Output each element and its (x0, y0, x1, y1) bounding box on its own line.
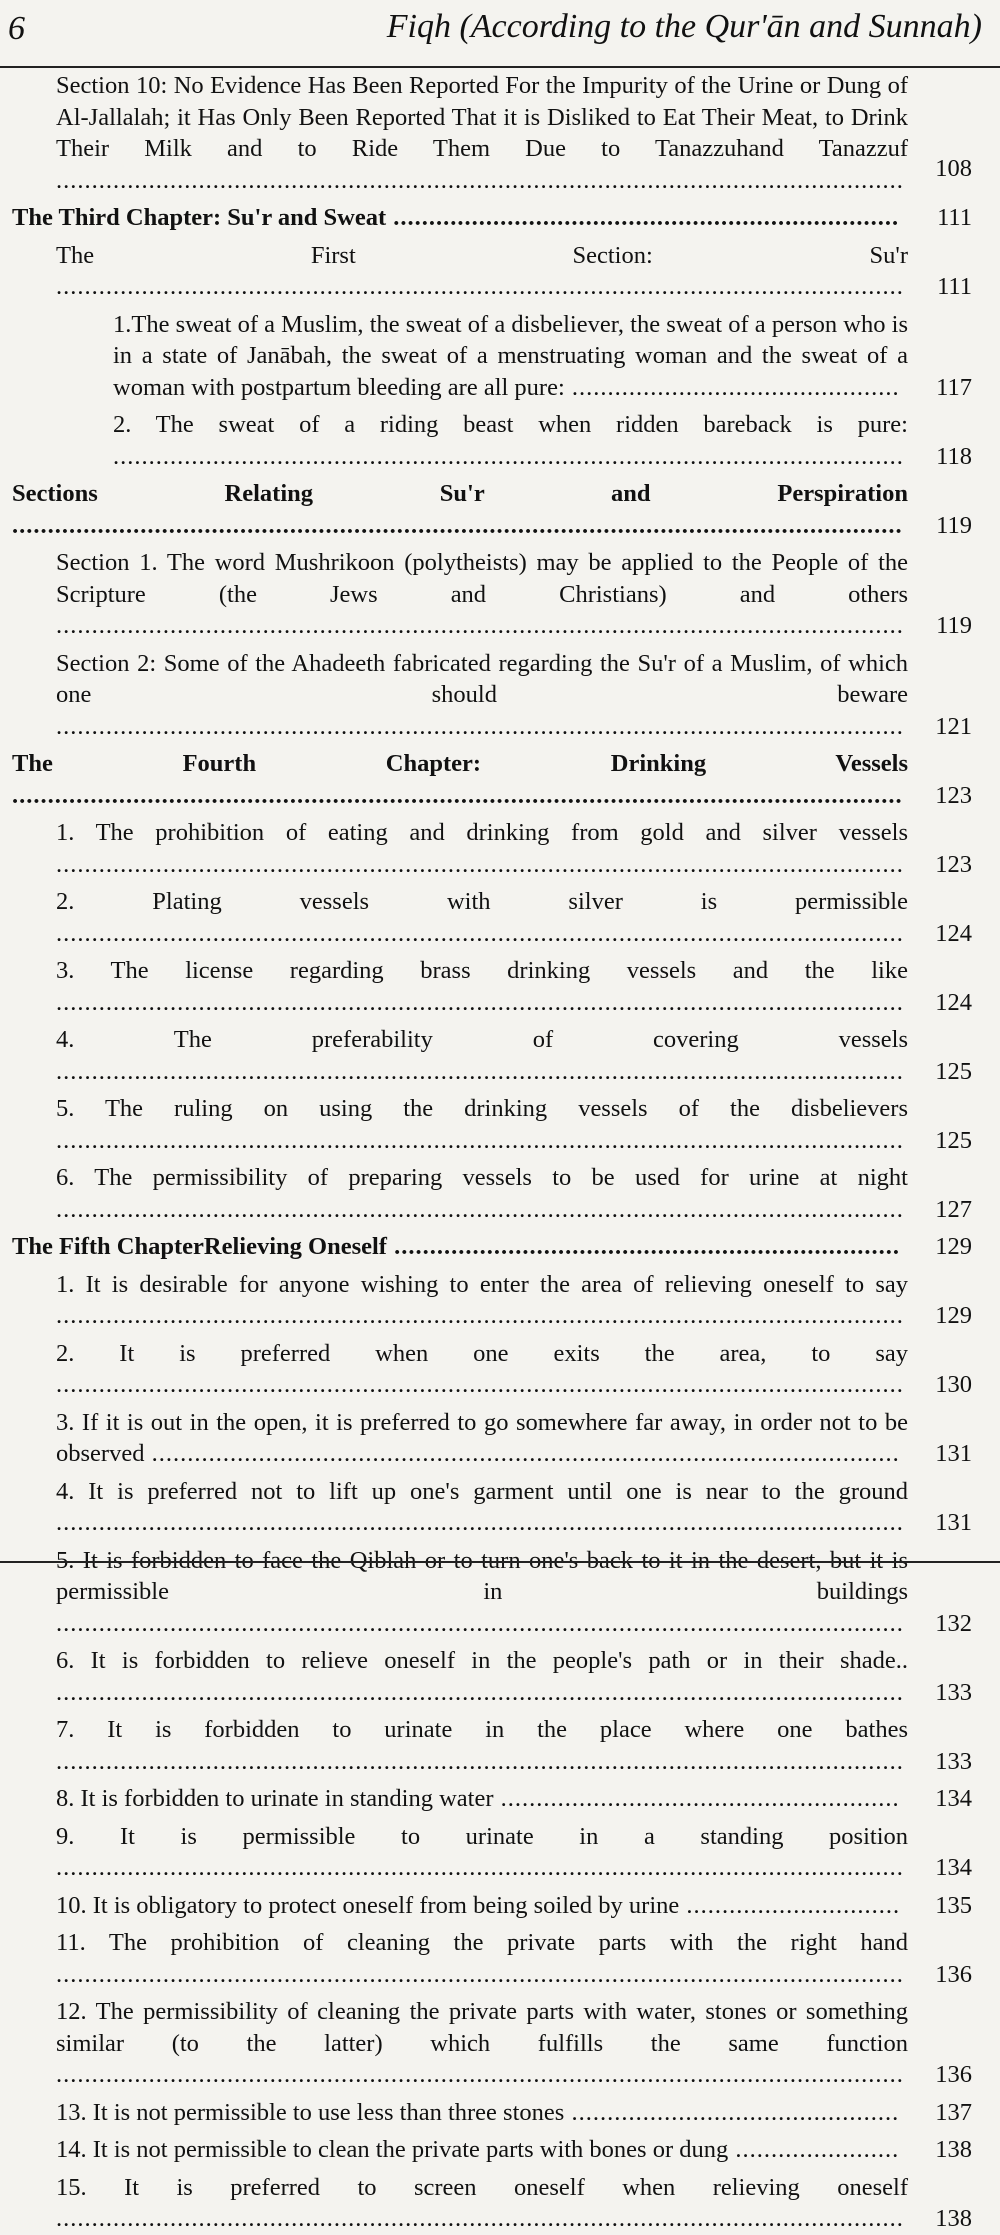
toc-page-number: 130 (935, 1371, 972, 1398)
toc-entry (0, 478, 1000, 541)
toc-entry-title: 6. The permissibility of preparing vessels to be used for urine at night ....................................................................................................................... (56, 1164, 908, 1223)
toc-page-number: 119 (936, 511, 972, 539)
toc-entry (0, 1714, 1000, 1777)
page-header (0, 0, 1000, 68)
toc-entry-title: 3. The license regarding brass drinking vessels and the like ....................................................................................................................... (56, 957, 908, 1016)
toc-page-number: 125 (935, 1057, 972, 1085)
toc-entry (0, 2134, 1000, 2166)
toc-page-number: 124 (935, 919, 972, 947)
toc-leader-dots: ....................................................................................................................... (56, 1195, 904, 1223)
toc-leader-dots: .............................................. (564, 2098, 900, 2126)
page-number: 6 (8, 10, 25, 47)
toc-page-number: 129 (935, 1302, 972, 1329)
toc-entry-title: 11. The prohibition of cleaning the private parts with the right hand ....................................................................................................................... (56, 1929, 908, 1988)
toc-entry-title: 4. The preferability of covering vessels ....................................................................................................................... (56, 1026, 908, 1085)
toc-page-number: 127 (935, 1195, 972, 1223)
toc-page-number: 129 (935, 1233, 972, 1260)
toc-entry (0, 2097, 1000, 2129)
toc-entry (0, 1783, 1000, 1815)
toc-entry-title: 15. It is preferred to screen oneself when relieving oneself ....................................................................................................................... (56, 2173, 908, 2232)
bottom-rule (0, 1561, 1000, 1563)
toc-leader-dots: ....................................................................................................................... (56, 919, 904, 947)
toc-leader-dots: ....................................................................................................................... (56, 712, 904, 740)
toc-entry-title: 5. The ruling on using the drinking vessels of the disbelievers ....................................................................................................................... (56, 1095, 908, 1154)
toc-entry (0, 886, 1000, 949)
toc-page-number: 136 (935, 1960, 972, 1988)
book-title: Fiqh (According to the Qur'ān and Sunnah) (386, 8, 982, 45)
toc-page-number: 134 (935, 1785, 972, 1812)
toc-leader-dots: ....................................................................................................................... (56, 850, 904, 878)
toc-page-number: 117 (936, 373, 972, 401)
toc-leader-dots: ....................................................................................................................... (56, 2061, 904, 2088)
toc-entry-title: 10. It is obligatory to protect oneself from being soiled by urine .............................. (56, 1891, 901, 1919)
toc-page-number: 111 (937, 204, 972, 231)
toc-leader-dots: ....................................................................................................................... (56, 988, 904, 1016)
toc-leader-dots: ....................................................................................................................... (56, 273, 904, 300)
toc-leader-dots: ....................................................................................................................... (56, 1509, 904, 1536)
toc-page-number: 133 (935, 1678, 972, 1706)
toc-leader-dots: ............................................................................................................................. (12, 781, 903, 809)
toc-entry (0, 1024, 1000, 1087)
toc-page-number: 123 (935, 781, 972, 809)
toc-page-number: 138 (935, 2205, 972, 2232)
toc-entry-title: 4. It is preferred not to lift up one's garment until one is near to the ground ....................................................................................................................... (56, 1477, 908, 1536)
toc-page-number: 124 (935, 988, 972, 1016)
toc-leader-dots: .............................................. (564, 373, 900, 401)
toc-leader-dots: ....................................................................... (386, 204, 900, 231)
toc-leader-dots: ........................................................ (493, 1785, 900, 1812)
toc-entry (0, 240, 1000, 303)
toc-leader-dots: ....................................................................................................................... (56, 1678, 904, 1706)
toc-page-number: 111 (937, 273, 972, 300)
toc-entry (0, 1231, 1000, 1263)
toc-page-number: 138 (935, 2136, 972, 2163)
toc-entry (0, 547, 1000, 642)
toc-entry (0, 309, 1000, 404)
table-of-contents (0, 66, 1000, 2235)
toc-page-number: 133 (935, 1747, 972, 1775)
toc-entry (0, 1269, 1000, 1332)
toc-entry (0, 1996, 1000, 2091)
toc-page-number: 108 (935, 154, 972, 182)
toc-entry-title: 2. It is preferred when one exits the area, to say ....................................................................................................................... (56, 1339, 908, 1398)
toc-chapter-title: The Third Chapter: Su'r and Sweat ....................................................................... (12, 204, 900, 231)
toc-page-number: 119 (936, 612, 972, 639)
toc-entry (0, 1927, 1000, 1990)
toc-entry (0, 1476, 1000, 1539)
toc-leader-dots: ....................................................................................................................... (56, 166, 904, 194)
toc-entry-title: 7. It is forbidden to urinate in the place where one bathes ....................................................................................................................... (56, 1716, 908, 1775)
toc-leader-dots: ....................................................................................................................... (56, 1960, 904, 1988)
toc-leader-dots: ......................................................................................................... (144, 1440, 900, 1467)
toc-leader-dots: ....................................................................................................................... (56, 1057, 904, 1085)
toc-page-number: 131 (935, 1509, 972, 1536)
toc-entry (0, 2172, 1000, 2235)
toc-entry-title: 9. It is permissible to urinate in a standing position ....................................................................................................................... (56, 1822, 908, 1881)
toc-entry (0, 202, 1000, 234)
toc-page-number: 135 (935, 1891, 972, 1919)
toc-leader-dots: ....................................................................................................................... (56, 612, 904, 639)
toc-entry-title: 8. It is forbidden to urinate in standing water ........................................................ (56, 1785, 900, 1812)
toc-entry (0, 955, 1000, 1018)
toc-chapter-title: The Fifth ChapterRelieving Oneself ....................................................................... (12, 1233, 900, 1260)
toc-entry (0, 1545, 1000, 1640)
toc-entry-title: 5. It is forbidden to face the Qiblah or to turn one's back to it in the desert, but it is permissible in buildings ....................................................................................................................... (56, 1546, 908, 1637)
toc-page-number: 132 (935, 1609, 972, 1637)
toc-entry (0, 748, 1000, 811)
toc-leader-dots: ....................................................................................................................... (56, 1747, 904, 1775)
toc-entry-title: 14. It is not permissible to clean the private parts with bones or dung ....................... (56, 2136, 900, 2163)
toc-entry (0, 817, 1000, 880)
toc-page-number: 137 (935, 2098, 972, 2126)
toc-entry-title: 1. The prohibition of eating and drinking from gold and silver vessels ....................................................................................................................... (56, 819, 908, 878)
toc-entry (0, 1407, 1000, 1470)
toc-entry-title: Section 1. The word Mushrikoon (polytheists) may be applied to the People of the Scripture (the Jews and Christians) and others ....................................................................................................................... (56, 549, 908, 639)
toc-entry-title: 1.The sweat of a Muslim, the sweat of a disbeliever, the sweat of a person who is in a state of Janābah, the sweat of a menstruating woman and the sweat of a woman with postpartum bleeding are all pure: .............................................. (113, 310, 908, 401)
toc-leader-dots: ....................................................................................................................... (56, 1854, 904, 1881)
toc-entry (0, 1162, 1000, 1225)
toc-page-number: 123 (935, 850, 972, 878)
toc-page-number: 125 (935, 1126, 972, 1154)
toc-leader-dots: ............................................................................................................................. (12, 511, 903, 539)
toc-entry (0, 1645, 1000, 1708)
toc-leader-dots: ............................................................................................................... (113, 442, 904, 470)
toc-leader-dots: ....................................................................... (386, 1233, 900, 1260)
toc-entry-title: 2. Plating vessels with silver is permissible ....................................................................................................................... (56, 888, 908, 947)
toc-chapter-title: Sections Relating Su'r and Perspiration ............................................................................................................................. (12, 480, 908, 539)
toc-entry (0, 648, 1000, 743)
toc-entry (0, 1821, 1000, 1884)
toc-entry (0, 1890, 1000, 1922)
toc-entry (0, 1338, 1000, 1401)
toc-entry-title: Section 10: No Evidence Has Been Reported For the Impurity of the Urine or Dung of Al-Jallalah; it Has Only Been Reported That it is Disliked to Eat Their Meat, to Drink Their Milk and to Ride Them Due to Tanazzuhand Tanazzuf ....................................................................................................................... (56, 72, 908, 194)
toc-entry-title: 12. The permissibility of cleaning the private parts with water, stones or something similar (to the latter) which fulfills the same function ....................................................................................................................... (56, 1998, 908, 2088)
toc-entry-title: 3. If it is out in the open, it is preferred to go somewhere far away, in order not to be observed ......................................................................................................... (56, 1408, 908, 1467)
toc-leader-dots: .............................. (679, 1891, 901, 1919)
toc-entry-title: 1. It is desirable for anyone wishing to enter the area of relieving oneself to say ....................................................................................................................... (56, 1270, 908, 1329)
toc-leader-dots: ....................................................................................................................... (56, 1302, 904, 1329)
toc-leader-dots: ....................................................................................................................... (56, 2205, 904, 2232)
toc-entry (0, 1093, 1000, 1156)
toc-page-number: 136 (935, 2061, 972, 2088)
toc-entry (0, 409, 1000, 472)
toc-entry-title: The First Section: Su'r ....................................................................................................................... (56, 241, 908, 300)
toc-entry (0, 70, 1000, 196)
toc-entry-title: Section 2: Some of the Ahadeeth fabricated regarding the Su'r of a Muslim, of which one should beware ....................................................................................................................... (56, 649, 908, 740)
toc-leader-dots: ....................................................................................................................... (56, 1609, 904, 1637)
toc-leader-dots: ....................... (728, 2136, 900, 2163)
toc-entry-title: 13. It is not permissible to use less than three stones .............................................. (56, 2098, 900, 2126)
toc-page-number: 121 (935, 712, 972, 740)
toc-page-number: 131 (935, 1440, 972, 1467)
toc-page-number: 118 (936, 442, 972, 470)
toc-leader-dots: ....................................................................................................................... (56, 1371, 904, 1398)
toc-chapter-title: The Fourth Chapter: Drinking Vessels ............................................................................................................................. (12, 750, 908, 809)
toc-entry-title: 6. It is forbidden to relieve oneself in the people's path or in their shade.. ....................................................................................................................... (56, 1647, 908, 1706)
toc-leader-dots: ....................................................................................................................... (56, 1126, 904, 1154)
toc-entry-title: 2. The sweat of a riding beast when ridden bareback is pure: ............................................................................................................... (113, 411, 908, 470)
toc-page-number: 134 (935, 1854, 972, 1881)
